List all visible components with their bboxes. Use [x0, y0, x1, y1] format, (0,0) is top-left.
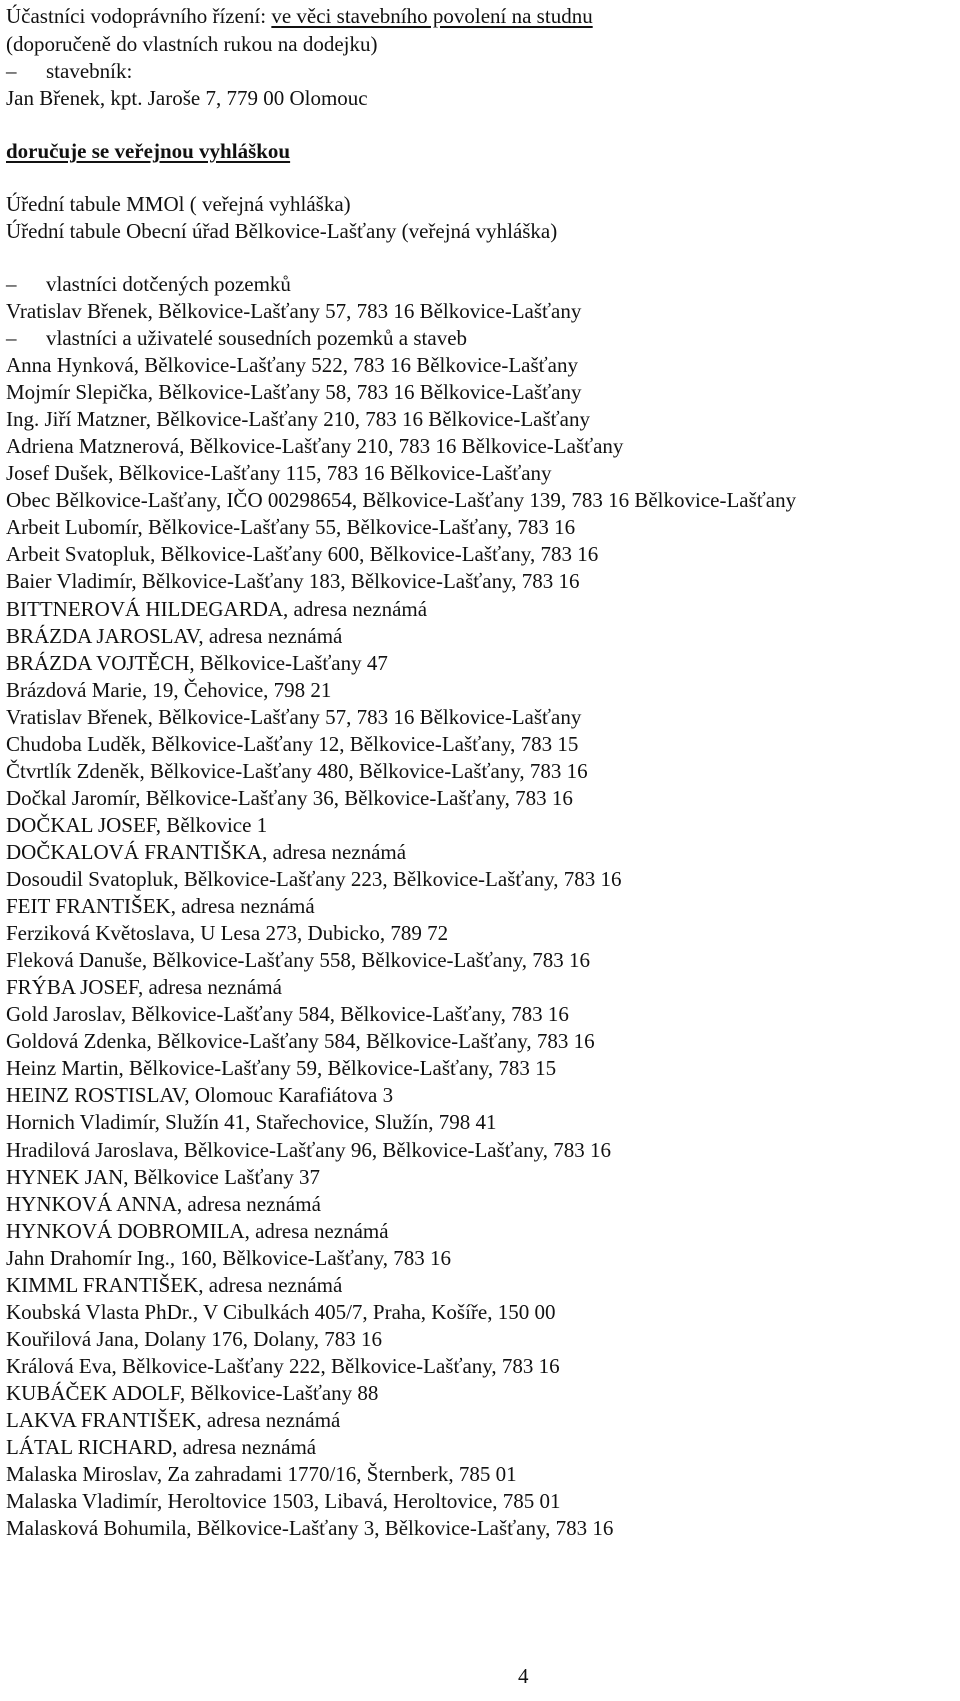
neighbor-entry: FEIT FRANTIŠEK, adresa neznámá	[6, 894, 315, 918]
neighbor-entry: BRÁZDA JAROSLAV, adresa neznámá	[6, 623, 343, 648]
neighbor-entry: Malaska Miroslav, Za zahradami 1770/16, Šternberk, 785 01	[6, 1462, 517, 1486]
public-notice-heading: doručuje se veřejnou vyhláškou	[6, 139, 291, 163]
page-number: 4	[518, 1664, 529, 1688]
neighbor-entry: BITTNEROVÁ HILDEGARDA, adresa neznámá	[6, 596, 428, 621]
neighbor-entry: DOČKAL JOSEF, Bělkovice 1	[6, 812, 268, 837]
neighbor-entry: BRÁZDA VOJTĚCH, Bělkovice-Lašťany 47	[6, 650, 388, 675]
notice-board-1: Úřední tabule MMOl ( veřejná vyhláška)	[6, 192, 351, 216]
neighbor-entry: Ferziková Květoslava, U Lesa 273, Dubicko, 789 72	[6, 921, 449, 946]
neighbor-entry: Ing. Jiří Matzner, Bělkovice-Lašťany 210, 783 16 Bělkovice-Lašťany	[6, 407, 590, 432]
neighbor-entry: Baier Vladimír, Bělkovice-Lašťany 183, Bělkovice-Lašťany, 783 16	[6, 569, 580, 594]
neighbor-entry: HYNEK JAN, Bělkovice Lašťany 37	[6, 1164, 320, 1189]
neighbor-entry: Čtvrtlík Zdeněk, Bělkovice-Lašťany 480, Bělkovice-Lašťany, 783 16	[6, 758, 588, 783]
neighbors-label-line	[6, 324, 606, 352]
neighbor-entry: KUBÁČEK ADOLF, Bělkovice-Lašťany 88	[6, 1380, 379, 1405]
builder-address: Jan Břenek, kpt. Jaroše 7, 779 00 Olomouc	[6, 86, 368, 110]
neighbor-entry: Malasková Bohumila, Bělkovice-Lašťany 3, Bělkovice-Lašťany, 783 16	[6, 1516, 614, 1541]
neighbor-entry: Adriena Matznerová, Bělkovice-Lašťany 210, 783 16 Bělkovice-Lašťany	[6, 434, 624, 459]
neighbor-entry: Malaska Vladimír, Heroltovice 1503, Libavá, Heroltovice, 785 01	[6, 1489, 561, 1514]
neighbor-entry: Koubská Vlasta PhDr., V Cibulkách 405/7, Praha, Košíře, 150 00	[6, 1299, 556, 1324]
neighbor-entry: DOČKALOVÁ FRANTIŠKA, adresa neznámá	[6, 839, 407, 864]
neighbor-entry: Anna Hynková, Bělkovice-Lašťany 522, 783 16 Bělkovice-Lašťany	[6, 353, 578, 377]
dash-marker: –	[6, 59, 17, 83]
neighbor-entry: Arbeit Lubomír, Bělkovice-Lašťany 55, Bělkovice-Lašťany, 783 16	[6, 515, 576, 540]
participants-heading	[6, 2, 593, 30]
builder-label: stavebník:	[46, 59, 133, 83]
dash-marker: –	[6, 326, 17, 350]
participants-label: Účastníci vodoprávního řízení:	[6, 4, 272, 28]
builder-label-line	[6, 57, 406, 85]
neighbor-entry: Dosoudil Svatopluk, Bělkovice-Lašťany 223, Bělkovice-Lašťany, 783 16	[6, 867, 622, 891]
owners-label: vlastníci dotčených pozemků	[46, 272, 291, 296]
neighbor-entry: Josef Dušek, Bělkovice-Lašťany 115, 783 16 Bělkovice-Lašťany	[6, 461, 552, 486]
neighbor-entry: Fleková Danuše, Bělkovice-Lašťany 558, Bělkovice-Lašťany, 783 16	[6, 948, 591, 973]
neighbor-entry: Mojmír Slepička, Bělkovice-Lašťany 58, 783 16 Bělkovice-Lašťany	[6, 380, 582, 405]
neighbor-entry: FRÝBA JOSEF, adresa neznámá	[6, 975, 282, 1000]
neighbor-entry: Králová Eva, Bělkovice-Lašťany 222, Bělkovice-Lašťany, 783 16	[6, 1353, 560, 1378]
neighbor-entry: HEINZ ROSTISLAV, Olomouc Karafiátova 3	[6, 1083, 394, 1108]
neighbors-label: vlastníci a uživatelé sousedních pozemků a staveb	[46, 326, 468, 350]
dash-marker: –	[6, 272, 17, 296]
neighbor-entry: Obec Bělkovice-Lašťany, IČO 00298654, Bělkovice-Lašťany 139, 783 16 Bělkovice-Lašťany	[6, 488, 797, 513]
notice-board-2: Úřední tabule Obecní úřad Bělkovice-Lašťany (veřejná vyhláška)	[6, 219, 558, 243]
neighbor-entry: Arbeit Svatopluk, Bělkovice-Lašťany 600, Bělkovice-Lašťany, 783 16	[6, 542, 599, 567]
neighbor-entry: Jahn Drahomír Ing., 160, Bělkovice-Lašťany, 783 16	[6, 1245, 452, 1270]
owners-label-line	[6, 270, 506, 298]
neighbor-entry: Goldová Zdenka, Bělkovice-Lašťany 584, Bělkovice-Lašťany, 783 16	[6, 1029, 595, 1054]
subject-text: ve věci stavebního povolení na studnu	[271, 4, 593, 28]
neighbor-entry: LAKVA FRANTIŠEK, adresa neznámá	[6, 1408, 341, 1432]
neighbor-entry: Gold Jaroslav, Bělkovice-Lašťany 584, Bělkovice-Lašťany, 783 16	[6, 1002, 569, 1027]
owner-entry: Vratislav Břenek, Bělkovice-Lašťany 57, 783 16 Bělkovice-Lašťany	[6, 299, 582, 323]
neighbor-entry: Vratislav Břenek, Bělkovice-Lašťany 57, 783 16 Bělkovice-Lašťany	[6, 704, 582, 729]
neighbor-entry: HYNKOVÁ DOBROMILA, adresa neznámá	[6, 1218, 389, 1243]
neighbor-entry: Brázdová Marie, 19, Čehovice, 798 21	[6, 677, 332, 702]
neighbor-entry: LÁTAL RICHARD, adresa neznámá	[6, 1435, 317, 1459]
neighbor-entry: Hradilová Jaroslava, Bělkovice-Lašťany 96, Bělkovice-Lašťany, 783 16	[6, 1137, 611, 1162]
neighbor-entry: Kouřilová Jana, Dolany 176, Dolany, 783 16	[6, 1326, 382, 1351]
neighbor-entry: HYNKOVÁ ANNA, adresa neznámá	[6, 1191, 321, 1216]
delivery-note: (doporučeně do vlastních rukou na dodejku)	[6, 32, 378, 56]
neighbor-entry: KIMML FRANTIŠEK, adresa neznámá	[6, 1272, 343, 1297]
neighbor-entry: Chudoba Luděk, Bělkovice-Lašťany 12, Bělkovice-Lašťany, 783 15	[6, 731, 579, 756]
neighbor-entry: Dočkal Jaromír, Bělkovice-Lašťany 36, Bělkovice-Lašťany, 783 16	[6, 785, 573, 810]
neighbor-entry: Hornich Vladimír, Služín 41, Stařechovice, Služín, 798 41	[6, 1110, 497, 1135]
neighbor-entry: Heinz Martin, Bělkovice-Lašťany 59, Bělkovice-Lašťany, 783 15	[6, 1056, 557, 1081]
